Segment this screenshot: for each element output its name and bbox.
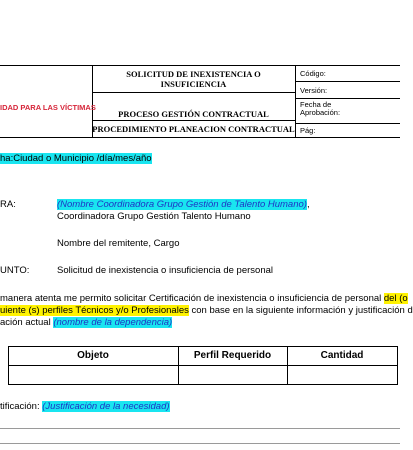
column-header-perfil: Perfil Requerido bbox=[193, 350, 272, 361]
procedure-name: PROCEDIMIENTO PLANEACION CONTRACTUAL bbox=[92, 124, 295, 134]
separator-line-2 bbox=[0, 443, 400, 444]
header-col-divider-2 bbox=[295, 65, 296, 138]
codigo-label: Código: bbox=[300, 69, 326, 78]
perfil-cell[interactable] bbox=[179, 366, 287, 384]
profiles-table bbox=[0, 346, 400, 386]
document-header bbox=[0, 65, 400, 138]
header-title-divider bbox=[92, 92, 295, 93]
cantidad-cell[interactable] bbox=[288, 366, 397, 384]
pagina-label: Pág: bbox=[300, 126, 316, 135]
process-name: PROCESO GESTIÓN CONTRACTUAL bbox=[118, 109, 269, 119]
header-meta-divider-1 bbox=[295, 81, 400, 82]
para-label: RA: bbox=[0, 199, 16, 210]
fecha-aprobacion-label: Fecha de Aprobación: bbox=[300, 100, 341, 117]
table-top-border bbox=[8, 346, 398, 347]
header-meta-divider-3 bbox=[295, 123, 400, 124]
header-bottom-border bbox=[0, 137, 400, 138]
separator-line-1 bbox=[0, 428, 400, 429]
version-label: Versión: bbox=[300, 86, 328, 95]
objeto-cell[interactable] bbox=[9, 366, 178, 384]
table-right-border bbox=[397, 346, 398, 385]
document-title: SOLICITUD DE INEXISTENCIA O INSUFICIENCIA bbox=[126, 69, 261, 89]
body-line-3: ación actual (nombre de la dependencia) bbox=[0, 317, 173, 328]
asunto-label: UNTO: bbox=[0, 265, 30, 276]
recipient-role: Coordinadora Grupo Gestión Talento Humano bbox=[57, 211, 251, 222]
header-process-divider bbox=[92, 120, 295, 121]
column-header-cantidad: Cantidad bbox=[320, 350, 364, 361]
body-line-1: manera atenta me permito solicitar Certificación de inexistencia o insuficiencia de personal del (o bbox=[0, 293, 408, 304]
column-header-objeto: Objeto bbox=[77, 350, 109, 361]
recipient-name: (Nombre Coordinadora Grupo Gestión de Talento Humano), bbox=[57, 199, 310, 210]
asunto-text: Solicitud de inexistencia o insuficiencia de personal bbox=[57, 265, 273, 276]
logo-text: IDAD PARA LAS VÍCTIMAS bbox=[0, 103, 96, 112]
body-line-2: uiente (s) perfiles Técnicos y/o Profesionales con base en la siguiente información y justificación d bbox=[0, 305, 413, 316]
sender-line: Nombre del remitente, Cargo bbox=[57, 238, 180, 249]
date-line: ha:Ciudad o Municipio /día/mes/año bbox=[0, 153, 152, 164]
header-top-border bbox=[0, 65, 400, 66]
justification-line: tificación: (Justificación de la necesidad) bbox=[0, 401, 170, 412]
header-meta-divider-2 bbox=[295, 98, 400, 99]
table-bottom-border bbox=[8, 384, 398, 385]
